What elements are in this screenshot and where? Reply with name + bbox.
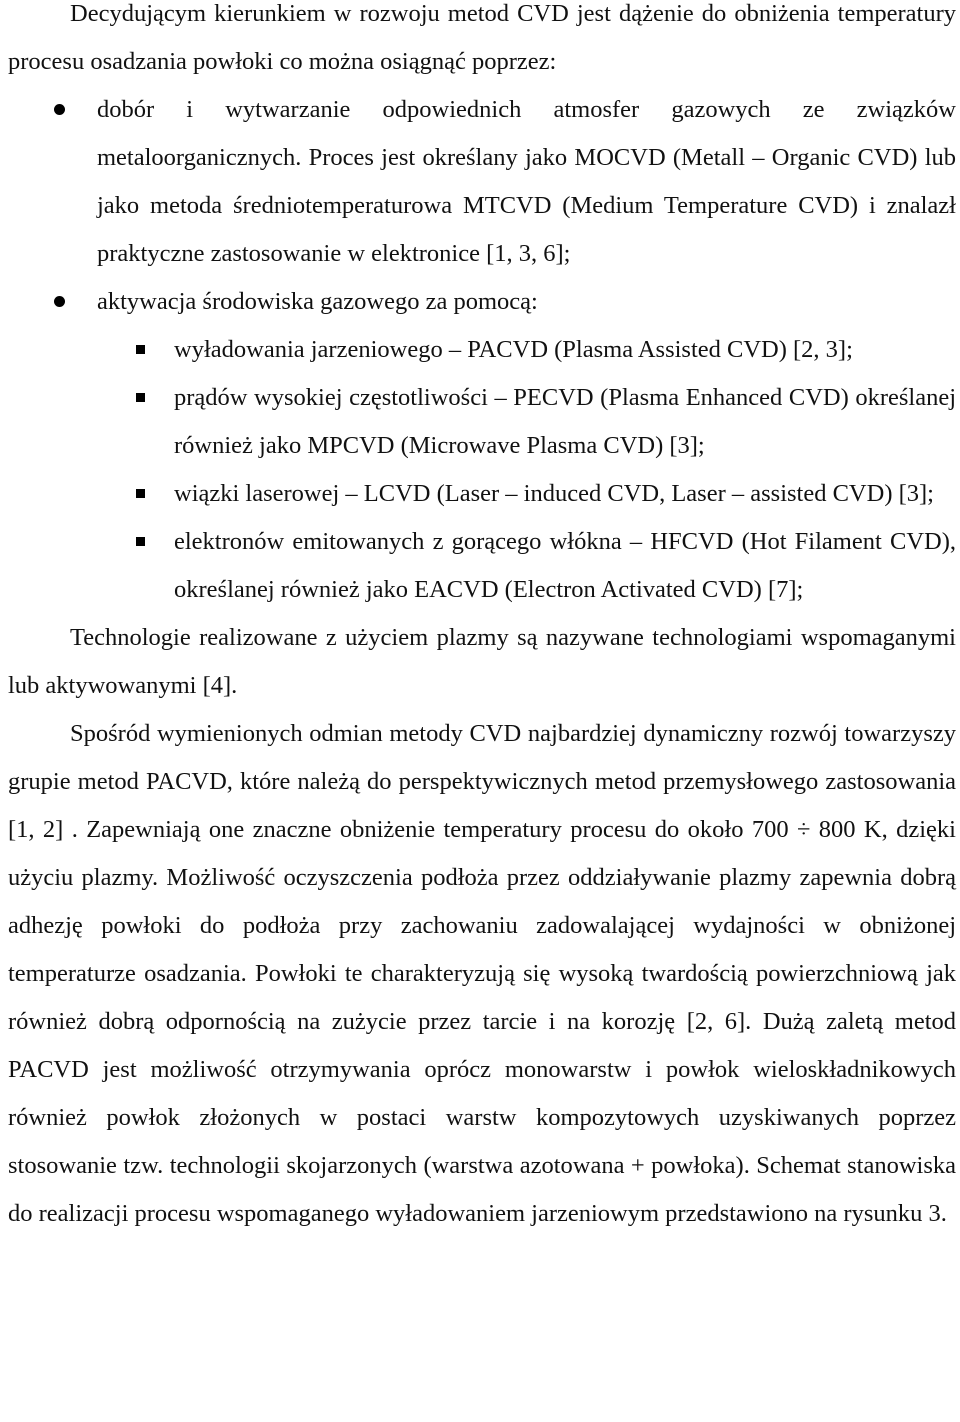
list-item bbox=[8, 278, 956, 326]
main-bullet-list bbox=[8, 86, 956, 326]
sub-list-item-text: wiązki laserowej – LCVD (Laser – induced CVD, Laser – assisted CVD) [3]; bbox=[174, 480, 934, 507]
bullet-square-icon bbox=[136, 537, 145, 546]
paragraph-pacvd: Spośród wymienionych odmian metody CVD najbardziej dynamiczny rozwój towarzyszy grupie metod PACVD, które należą do perspektywicznych metod przemysłowego zastosowania [1, 2] . Zapewniają one znaczne obniżenie temperatury procesu do około 700 ÷ 800 K, dzięki użyciu plazmy. Możliwość oczyszczenia podłoża przez oddziaływanie plazmy zapewnia dobrą adhezję powłoki do podłoża przy zachowaniu zadowalającej wydajności w obniżonej temperaturze osadzania. Powłoki te charakteryzują się wysoką twardością powierzchniową jak również dobrą odpornością na zużycie przez tarcie i na korozję [2, 6]. Dużą zaletą metod PACVD jest możliwość otrzymywania oprócz monowarstw i powłok wieloskładnikowych również powłok złożonych w postaci warstw kompozytowych uzyskiwanych poprzez stosowanie tzw. technologii skojarzonych (warstwa azotowana + powłoka). Schemat stanowiska do realizacji procesu wspomaganego wyładowaniem jarzeniowym przedstawiono na rysunku 3. bbox=[8, 720, 956, 1227]
sub-list-item-text: prądów wysokiej częstotliwości – PECVD (Plasma Enhanced CVD) określanej również jako MPCVD (Microwave Plasma CVD) [3]; bbox=[174, 384, 956, 459]
sub-list-item-text: wyładowania jarzeniowego – PACVD (Plasma Assisted CVD) [2, 3]; bbox=[174, 336, 853, 363]
paragraph-plasma-technologies: Technologie realizowane z użyciem plazmy są nazywane technologiami wspomaganymi lub aktywowanymi [4]. bbox=[8, 624, 956, 699]
sub-list-item bbox=[8, 518, 956, 614]
document-page bbox=[8, 0, 956, 1238]
sub-list-item bbox=[8, 326, 956, 374]
bullet-square-icon bbox=[136, 393, 145, 402]
list-item-text: aktywacja środowiska gazowego za pomocą: bbox=[97, 288, 538, 315]
list-item-text: dobór i wytwarzanie odpowiednich atmosfer gazowych ze związków metaloorganicznych. Proces jest określany jako MOCVD (Metall – Organic CVD) lub jako metoda średniotemperaturowa MTCVD (Medium Temperature CVD) i znalazł praktyczne zastosowanie w elektronice [1, 3, 6]; bbox=[97, 96, 956, 267]
sub-list-item-text: elektronów emitowanych z gorącego włókna – HFCVD (Hot Filament CVD), określanej również jako EACVD (Electron Activated CVD) [7]; bbox=[174, 528, 956, 603]
bullet-dot-icon bbox=[54, 104, 65, 115]
bullet-square-icon bbox=[136, 345, 145, 354]
intro-paragraph: Decydującym kierunkiem w rozwoju metod CVD jest dążenie do obniżenia temperatury procesu osadzania powłoki co można osiągnąć poprzez: bbox=[8, 0, 956, 75]
bullet-dot-icon bbox=[54, 296, 65, 307]
sub-list-item bbox=[8, 470, 956, 518]
sub-bullet-list bbox=[8, 326, 956, 614]
bullet-square-icon bbox=[136, 489, 145, 498]
sub-list-item bbox=[8, 374, 956, 470]
list-item bbox=[8, 86, 956, 278]
